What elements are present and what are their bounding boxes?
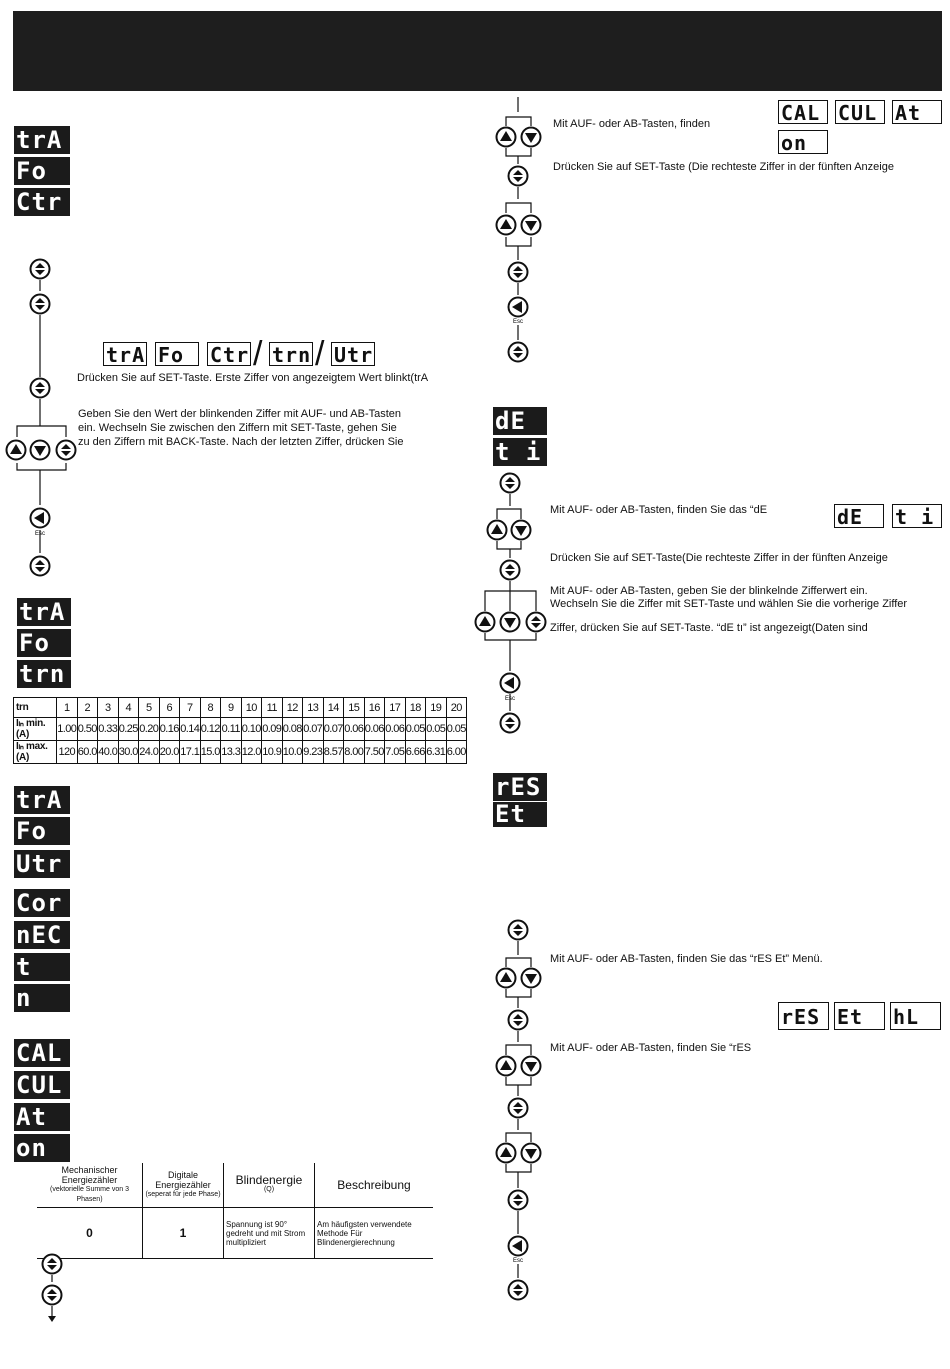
res-display-hl: hL: [890, 1002, 941, 1030]
blind-header-3-title: Blindenergie: [235, 1173, 303, 1187]
lcd-ati: At: [14, 1103, 70, 1131]
trn-cell: 0.20: [139, 718, 160, 741]
trn-col: 13: [303, 698, 324, 718]
trn-row-label: Iₗₙ min.(A): [14, 718, 57, 741]
path-display-trn: trn: [269, 342, 313, 366]
trn-cell: 0.05: [405, 718, 426, 741]
lcd-fo: Fo: [14, 157, 70, 185]
right-esc-label-3: Esc: [512, 1258, 524, 1264]
trn-cell: 0.33: [98, 718, 119, 741]
trn-cell: 8.00: [344, 741, 365, 764]
de-display-de: dE: [834, 504, 884, 528]
res-instruction-1: Mit AUF- oder AB-Tasten, finden Sie das “rES Et” Menü.: [550, 953, 823, 965]
lcd-cul: CUL: [14, 1071, 70, 1099]
blind-header-2-sub: (seperat für jede Phase): [145, 1191, 221, 1198]
left-buttons: [7, 260, 76, 1305]
path-display-ctr: Ctr: [207, 342, 251, 366]
trn-cell: 7.05: [385, 741, 406, 764]
right-esc-label-1: Esc: [512, 319, 524, 325]
trn-col: 15: [344, 698, 365, 718]
trn-col: 6: [159, 698, 180, 718]
trn-cell: 60.0: [77, 741, 98, 764]
trn-cell: 1.00: [57, 718, 78, 741]
lcd-utr-3: Utr: [14, 850, 70, 878]
lcd-n: n: [14, 984, 70, 1012]
left-esc-label: Esc: [34, 531, 46, 537]
blind-cell-desc: Am häufigsten verwendete Methode Für Blindenergierechnung: [315, 1208, 434, 1259]
lcd-trn-2: trn: [17, 660, 71, 688]
edit-instruction-2: ein. Wechseln Sie zwischen den Ziffern mit SET-Taste, gehen Sie: [78, 422, 397, 434]
lcd-tra-2: trA: [17, 598, 71, 626]
cal-display-cal: CAL: [778, 100, 828, 124]
trn-cell: 15.0: [200, 741, 221, 764]
trn-col: 7: [180, 698, 201, 718]
trn-cell: 0.07: [303, 718, 324, 741]
path-slash-1: /: [253, 335, 263, 373]
de-instruction-4: Ziffer, drücken Sie auf SET-Taste. “dE tı” ist angezeigt(Daten sind: [550, 622, 868, 634]
path-display-fo: Fo: [155, 342, 199, 366]
blind-cell-energy: Spannung ist 90° gedreht und mit Strom multipliziert: [224, 1208, 315, 1259]
trn-cell: 10.0: [282, 741, 303, 764]
blind-header-1-title: Mechanischer Energiezähler: [61, 1165, 118, 1185]
trn-cell: 0.50: [77, 718, 98, 741]
lcd-fo-2: Fo: [17, 629, 71, 657]
path-slash-2: /: [315, 335, 325, 373]
trn-cell: 6.66: [405, 741, 426, 764]
trn-col: 18: [405, 698, 426, 718]
trn-cell: 0.06: [385, 718, 406, 741]
trn-cell: 17.1: [180, 741, 201, 764]
set-instruction: Drücken Sie auf SET-Taste. Erste Ziffer von angezeigtem Wert blinkt(trA: [77, 372, 429, 384]
de-instruction-3a: Mit AUF- oder AB-Tasten, geben Sie der blinkelnde Zifferwert ein.: [550, 585, 868, 597]
trn-cell: 0.05: [446, 718, 467, 741]
trn-cell: 0.12: [200, 718, 221, 741]
lcd-de: dE: [493, 407, 547, 435]
trn-cell: 0.09: [262, 718, 283, 741]
trn-cell: 0.06: [344, 718, 365, 741]
path-display-tra: trA: [103, 342, 147, 366]
trn-col: 10: [241, 698, 262, 718]
trn-col: 17: [385, 698, 406, 718]
trn-cell: 9.23: [303, 741, 324, 764]
cal-display-ati: At: [892, 100, 942, 124]
trn-col: 5: [139, 698, 160, 718]
trn-col: 19: [426, 698, 447, 718]
trn-cell: 0.25: [118, 718, 139, 741]
lcd-tra: trA: [14, 126, 70, 154]
trn-cell: 120: [57, 741, 78, 764]
res-display-res: rES: [778, 1002, 829, 1030]
trn-col: 8: [200, 698, 221, 718]
trn-col: 14: [323, 698, 344, 718]
trn-cell: 0.08: [282, 718, 303, 741]
trn-cell: 8.57: [323, 741, 344, 764]
trn-col: 2: [77, 698, 98, 718]
cal-display-on: on: [778, 130, 828, 154]
de-instruction-1: Mit AUF- oder AB-Tasten, finden Sie das “dE: [550, 504, 768, 516]
blind-header-3-sub: (Q): [263, 1186, 275, 1193]
lcd-fo-3: Fo: [14, 817, 70, 845]
trn-cell: 10.9: [262, 741, 283, 764]
trn-cell: 24.0: [139, 741, 160, 764]
edit-instruction-1: Geben Sie den Wert der blinkenden Ziffer mit AUF- und AB-Tasten: [78, 408, 402, 420]
blind-header-2-title: Digitale Energiezähler: [155, 1170, 211, 1190]
trn-col: 4: [118, 698, 139, 718]
lcd-cor: Cor: [14, 889, 70, 917]
trn-cell: 13.3: [221, 741, 242, 764]
res-instruction-2: Mit AUF- oder AB-Tasten, finden Sie “rES: [550, 1042, 752, 1054]
lcd-tra-3: trA: [14, 786, 70, 814]
trn-col: 12: [282, 698, 303, 718]
de-display-ti: t i: [892, 504, 942, 528]
trn-cell: 0.06: [364, 718, 385, 741]
path-display-utr: Utr: [331, 342, 375, 366]
trn-col: 16: [364, 698, 385, 718]
de-instruction-3b: Wechseln Sie die Ziffer mit SET-Taste und wählen Sie die vorherige Ziffer: [550, 598, 908, 610]
trn-cell: 30.0: [118, 741, 139, 764]
trn-cell: 0.10: [241, 718, 262, 741]
right-esc-label-2: Esc: [504, 696, 516, 702]
blind-cell-digital: 1: [143, 1208, 224, 1259]
res-display-et: Et: [834, 1002, 885, 1030]
lcd-cal: CAL: [14, 1039, 70, 1067]
trn-cell: 0.14: [180, 718, 201, 741]
cal-instruction-1: Mit AUF- oder AB-Tasten, finden: [553, 118, 711, 130]
trn-col: 11: [262, 698, 283, 718]
blind-header-4-title: Beschreibung: [337, 1178, 411, 1192]
trn-row-label: Iₗₙ max.(A): [14, 741, 57, 764]
lcd-tic: t: [14, 953, 70, 981]
edit-instruction-3: zu den Ziffern mit BACK-Taste. Nach der letzten Ziffer, drücken Sie: [78, 436, 404, 448]
trn-cell: 0.05: [426, 718, 447, 741]
trn-cell: 40.0: [98, 741, 119, 764]
cal-display-cul: CUL: [835, 100, 885, 124]
trn-col: 9: [221, 698, 242, 718]
lcd-ctr: Ctr: [14, 188, 70, 216]
trn-cell: 0.11: [221, 718, 242, 741]
trn-cell: 12.0: [241, 741, 262, 764]
lcd-et: Et: [493, 802, 547, 827]
right-buttons-3: [497, 921, 541, 1300]
trn-cell: 0.16: [159, 718, 180, 741]
de-instruction-2: Drücken Sie auf SET-Taste(Die rechteste Ziffer in der fünften Anzeige: [550, 552, 888, 564]
lcd-on: on: [14, 1134, 70, 1162]
trn-cell: 6.00: [446, 741, 467, 764]
trn-header-label: trn: [14, 698, 57, 718]
trn-cell: 6.31: [426, 741, 447, 764]
trn-col: 1: [57, 698, 78, 718]
trn-cell: 7.50: [364, 741, 385, 764]
cal-instruction-2: Drücken Sie auf SET-Taste (Die rechteste Ziffer in der fünften Anzeige: [553, 161, 894, 173]
trn-cell: 0.07: [323, 718, 344, 741]
left-flow: [17, 280, 66, 1318]
blind-cell-mech: 0: [37, 1208, 143, 1259]
lcd-ti: t i: [493, 438, 547, 466]
trn-col: 3: [98, 698, 119, 718]
lcd-nec: nEC: [14, 921, 70, 949]
trn-cell: 20.0: [159, 741, 180, 764]
lcd-res: rES: [493, 773, 547, 801]
blind-header-1-sub: (vektorielle Summe von 3 Phasen): [50, 1186, 129, 1203]
trn-col: 20: [446, 698, 467, 718]
